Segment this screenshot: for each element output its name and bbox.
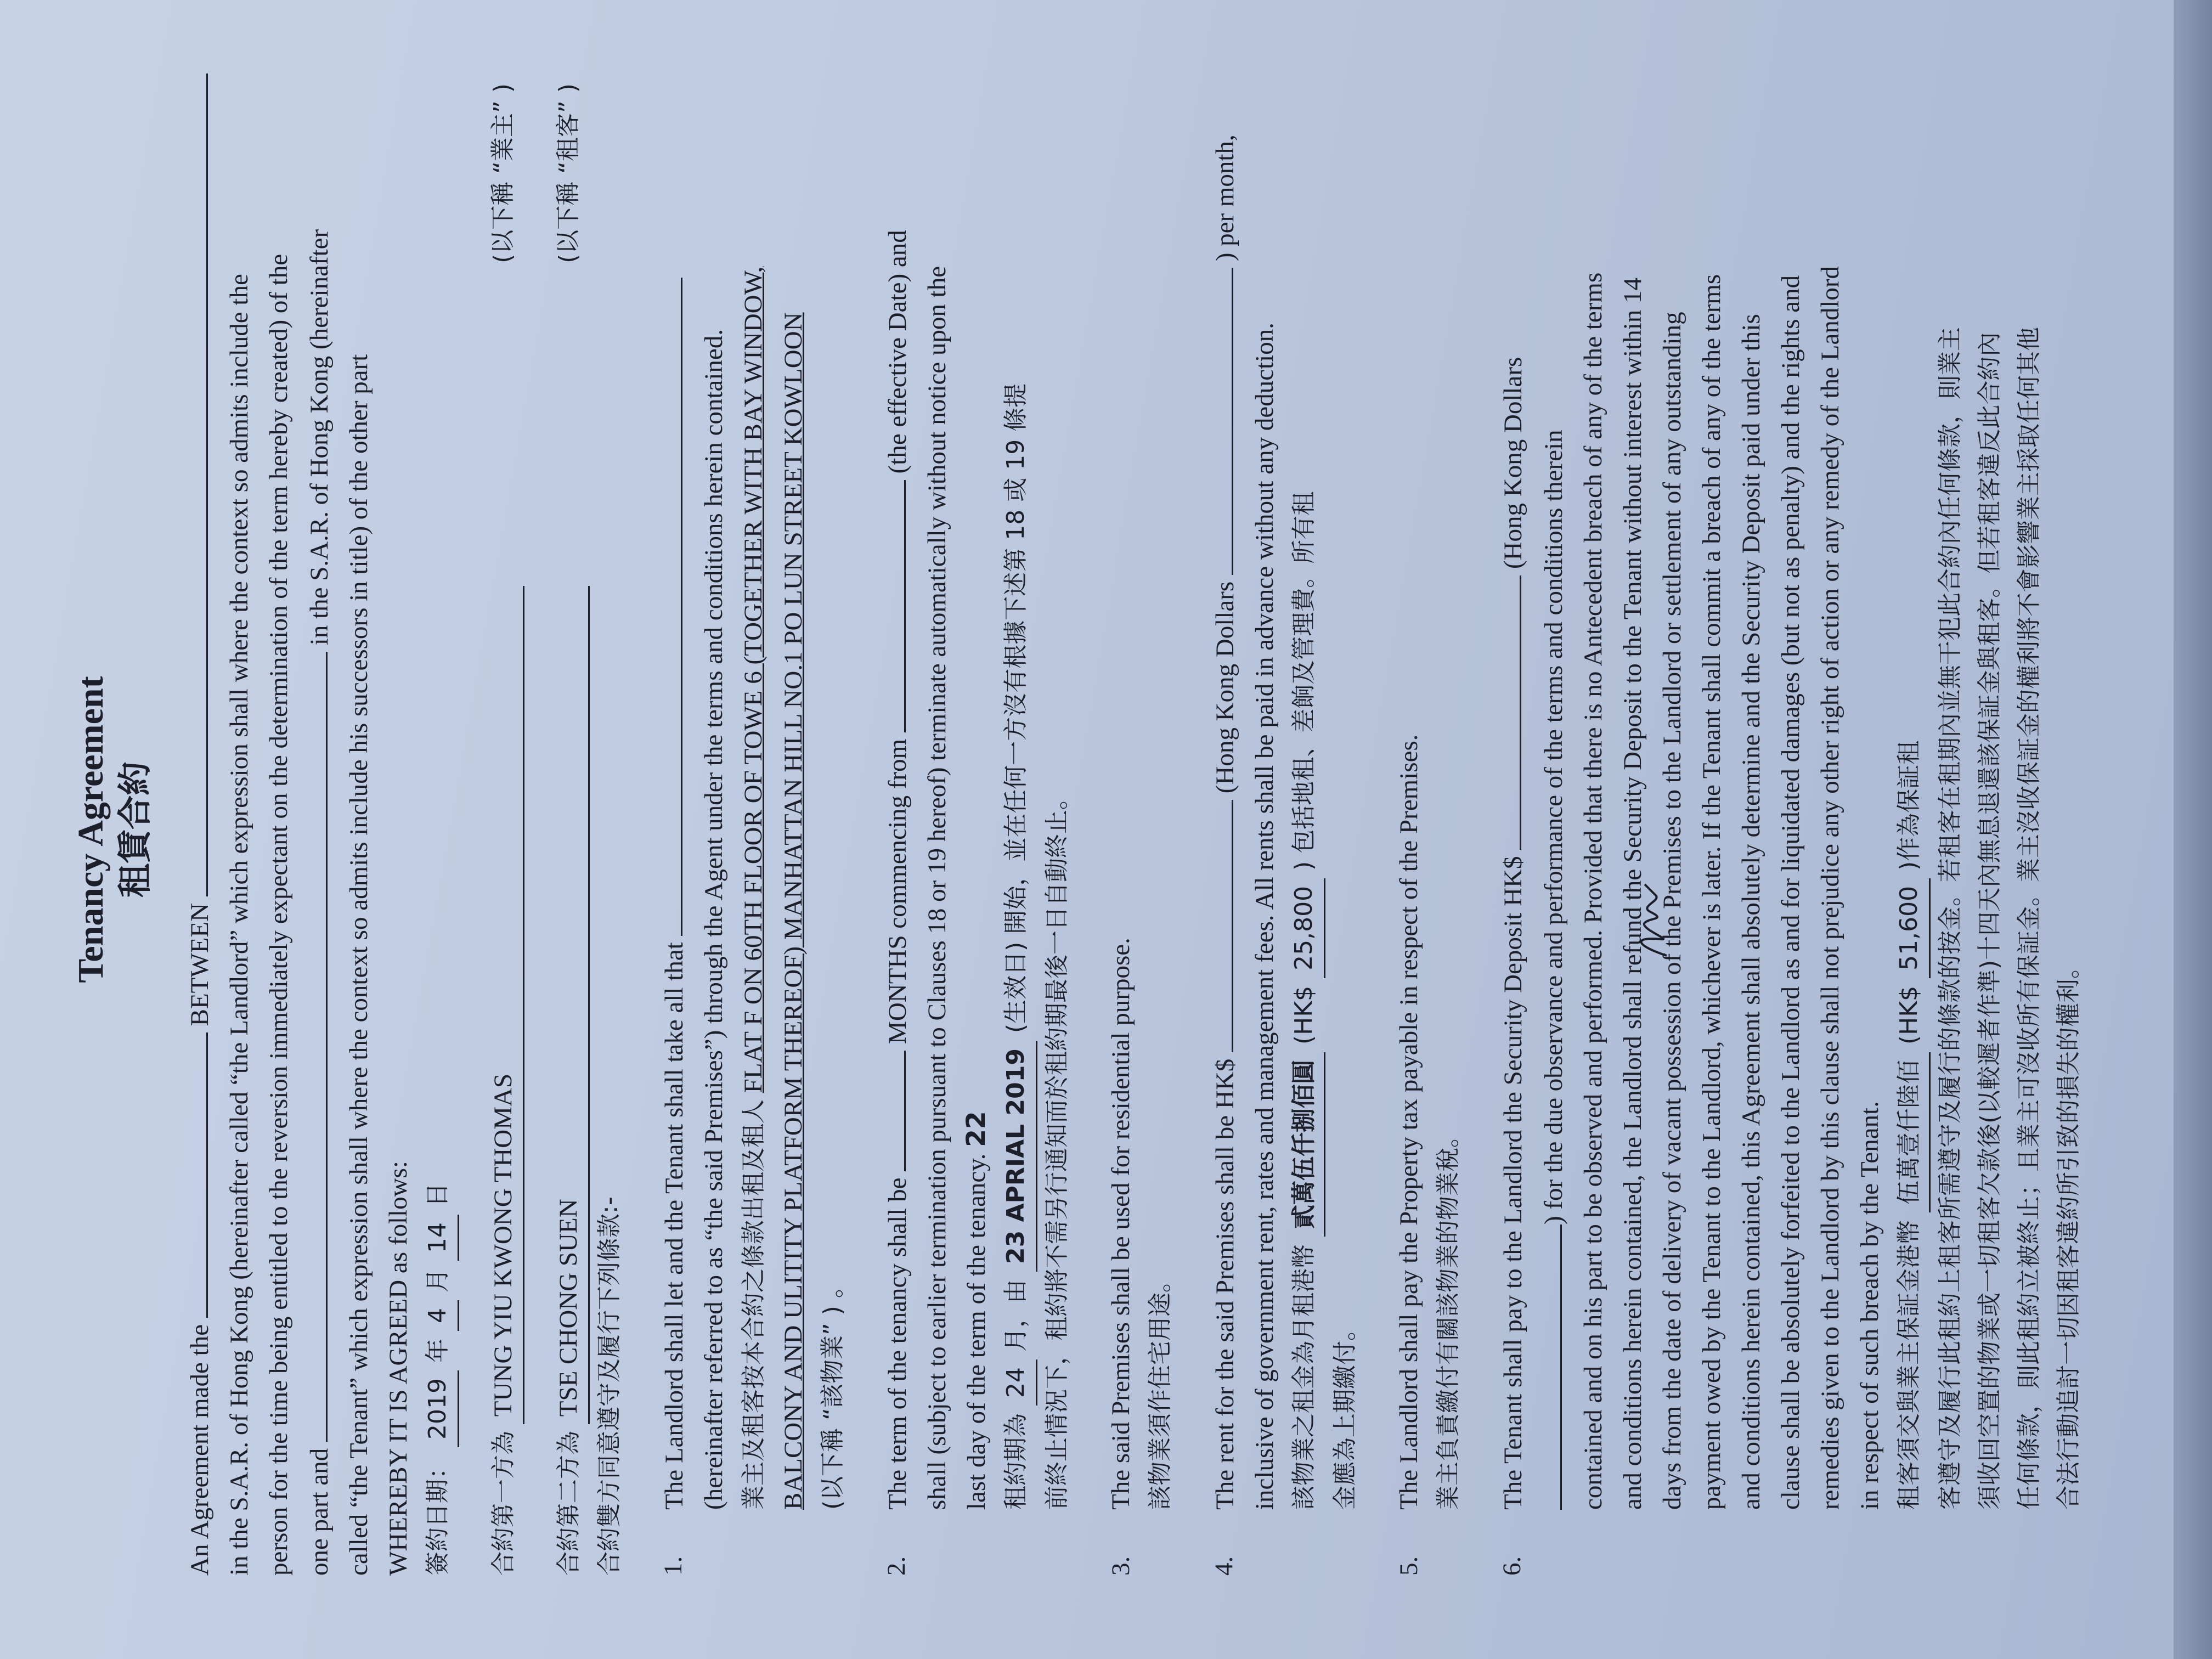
clause-number: 5. <box>1395 1556 1423 1576</box>
intro-text: called “the Tenant” which expression shall where the context so admits include his successors in title) of the other part <box>345 354 373 1576</box>
clause-5 <box>1389 83 1468 1576</box>
term-blank <box>877 1051 906 1171</box>
initials-signature <box>1628 879 1678 961</box>
second-party-label: 合約第二方為 <box>555 1431 583 1576</box>
clause-text-zh: 合法行動追討一切因租客違約所引致的損失的權利。 <box>2055 955 2083 1510</box>
landlord-blank <box>179 74 208 896</box>
tenancy-agreement-sheet <box>36 18 2176 1641</box>
clause-text: The term of the tenancy shall be <box>883 1177 912 1510</box>
intro-text: WHEREBY IT IS AGREED as follows: <box>384 1161 413 1576</box>
clause-text: inclusive of government rent, rates and management fees. All rents shall be paid in advance without any deduction. <box>1250 323 1279 1510</box>
day-unit: 日 <box>424 1183 452 1207</box>
clause-text-zh: 客遵守及履行此租約上租客所需遵守及履行的條款的按金。若租客在租期內並無干犯此合約內任何條款，則業主 <box>1936 327 1964 1510</box>
clause-text: clause shall be absolutely forfeited to the Landlord as and for liquidated damages (but not as penalty) and the rights and <box>1776 275 1805 1510</box>
intro-text: person for the time being entitled to the reversion immediately expectant on the determination of the term hereby created) of the <box>264 253 293 1576</box>
handwritten-correction: 22 <box>961 1111 991 1147</box>
deposit-amount: 51,600 <box>1889 878 1931 978</box>
clause-text-zh: 該物業須作住宅用途。 <box>1146 1268 1174 1510</box>
clause-text: shall (subject to earlier termination pursuant to Clauses 18 or 19 hereof) terminate automatically without notice upon the <box>923 266 951 1510</box>
clause-text-zh: (以下稱 “該物業” ) 。 <box>819 1274 847 1510</box>
rent-amount: 25,800 <box>1284 878 1325 978</box>
clause-1 <box>653 83 853 1576</box>
premises-address-cont: BALCONY AND ULITITY PLATFORM THEREOF) MANHATTAN HILL NO.1 PO LUN STREET KOWLOON <box>779 312 808 1510</box>
clause-text-zh: (生效日) 開始，並在任何一方沒有根據下述第 18 或 19 條提 <box>1002 383 1030 1034</box>
clause-text: The said Premises shall be used for residential purpose. <box>1107 938 1135 1510</box>
month-unit: 月 <box>424 1268 452 1293</box>
clause-text-zh: 月，由 <box>1002 1279 1030 1352</box>
clause-text-zh: 金應為上期繳付。 <box>1331 1317 1359 1510</box>
clause-4 <box>1204 83 1365 1576</box>
agree-statement: 合約雙方同意遵守及履行下列條款:- <box>595 1197 623 1576</box>
clause-text-zh: 任何條款，則此租約立被終止；且業主可沒收所有保証金。業主沒收保証金的權利將不會影響業主採取任何其他 <box>2015 327 2043 1510</box>
clause-text: last day of the term of the tenancy. <box>962 1153 991 1510</box>
clause-text: in respect of such breach by the Tenant. <box>1855 1101 1884 1510</box>
clause-text-zh: 該物業之租金為月租港幣 <box>1290 1244 1318 1510</box>
intro-text: in the S.A.R. of Hong Kong (hereinafter called “the Landlord” which expression shall where the context so admits include the <box>225 274 253 1576</box>
deposit-amount-words: 伍萬壹仟陸佰 <box>1889 1052 1931 1212</box>
clause-text: days from the date of delivery of vacant possession of the Premises to the Landlord or settlement of any outstanding <box>1658 312 1686 1510</box>
commencing-blank <box>877 480 906 732</box>
clause-number: 3. <box>1107 1556 1135 1576</box>
clause-text: (Hong Kong Dollars <box>1499 357 1527 569</box>
year-unit: 年 <box>424 1339 452 1363</box>
clause-text: (hereinafter referred to as “the said Premises”) through the Agent under the terms and conditions herein contained. <box>699 329 728 1510</box>
agreement-day-blank <box>179 1032 208 1318</box>
clause-text-zh: 業主及租客按本合約之條款出租及租人 <box>740 1099 768 1510</box>
clause-text: remedies given to the Landlord by this clause shall not prejudice any other right of action or any remedy of the Landlord <box>1816 266 1844 1510</box>
deposit-words-blank <box>1533 1224 1562 1510</box>
document-title-zh: 租賃合約 <box>115 761 155 898</box>
clause-number: 2. <box>882 1556 911 1576</box>
clause-text: contained and on his part to be observed and performed. Provided that there is no Antecedent breach of any of the terms <box>1579 272 1607 1510</box>
rent-amount-words: 貳萬伍仟捌佰圓 <box>1284 1052 1325 1237</box>
premises-blank <box>653 278 682 936</box>
clause-number: 6. <box>1498 1556 1526 1576</box>
clause-text-zh: )作為保証租 <box>1895 740 1923 871</box>
clause-text-zh: 前終止情況下，租約將不需另行通知而於租約期最後一日自動終止。 <box>1043 786 1071 1510</box>
rent-words-blank <box>1204 268 1233 575</box>
between-label: BETWEEN <box>185 902 214 1026</box>
first-party <box>483 83 524 1576</box>
landlord-note: (以下稱 “業主” ) <box>489 83 517 263</box>
clause-text-zh: 業主負責繳付有關該物業的物業稅。 <box>1434 1124 1462 1510</box>
clause-text-zh: 租客須交與業主保証金港幣 <box>1895 1220 1923 1510</box>
clause-text: (HK$ <box>1290 985 1318 1045</box>
clause-number: 1. <box>659 1556 687 1576</box>
clause-3 <box>1101 83 1180 1576</box>
clause-2 <box>877 83 1077 1576</box>
clause-text: (the effective Date) and <box>883 230 912 474</box>
clause-text: MONTHS commencing from <box>883 738 912 1044</box>
intro-text: one part and <box>305 1448 334 1576</box>
clause-text: and conditions herein contained, this Agreement shall absolutely determine and the Security Deposit paid under this <box>1737 314 1765 1510</box>
sign-date-label: 簽約日期： <box>424 1455 452 1576</box>
tenant-name: TSE CHONG SUEN <box>549 586 590 1424</box>
landlord-name: TUNG YIU KWONG THOMAS <box>483 586 524 1424</box>
table-edge <box>2174 0 2212 1659</box>
sign-date-year: 2019 <box>418 1370 459 1447</box>
clause-text: (HK$ <box>1895 985 1923 1045</box>
clause-text-zh: ) 包括地租、差餉及管理費。所有租 <box>1290 491 1318 871</box>
sign-date-day: 14 <box>418 1215 459 1261</box>
clause-text: payment owed by the Tenant to the Landlord, whichever is later. If the Tenant shall commit a breach of any of the terms <box>1697 274 1726 1510</box>
clause-number: 4. <box>1210 1556 1238 1576</box>
second-party <box>549 83 590 1576</box>
clause-text-zh: 租約期為 <box>1002 1413 1030 1510</box>
premises-address: FLAT F ON 60TH FLOOR OF TOWE 6 (TOGETHER WITH BAY WINDOW, <box>739 266 768 1093</box>
document-title: Tenancy Agreement <box>71 676 111 983</box>
start-date: 23 APRIAL 2019 <box>996 1041 1037 1272</box>
first-party-label: 合約第一方為 <box>489 1431 517 1576</box>
clause-text-zh: 須收回空置的物業或一切租客欠款後(以較遲者作準)十四天內無息退還該保証金與租客。但若租客違反此合約內 <box>1976 332 2004 1510</box>
clause-text: The Tenant shall pay to the Landlord the Security Deposit HK$ <box>1499 856 1527 1510</box>
intro-section <box>179 83 459 1576</box>
tenant-blank <box>298 652 328 1442</box>
clause-text: The Landlord shall pay the Property tax payable in respect of the Premises. <box>1395 734 1423 1510</box>
sign-date-month: 4 <box>418 1300 459 1331</box>
intro-text: An Agreement made the <box>185 1324 214 1576</box>
clause-text: The Landlord shall let and the Tenant shall take all that <box>660 942 689 1510</box>
deposit-blank <box>1492 575 1521 850</box>
tenant-note: (以下稱 “租客” ) <box>554 83 582 263</box>
rent-blank <box>1204 800 1233 1052</box>
clause-text: The rent for the said Premises shall be HK$ <box>1211 1058 1239 1510</box>
clause-text: ) for the due observance and performance of the terms and conditions therein <box>1539 430 1568 1224</box>
term-months: 24 <box>996 1359 1037 1406</box>
intro-text: in the S.A.R. of Hong Kong (hereinafter <box>305 229 334 646</box>
clause-6 <box>1492 83 2089 1576</box>
clause-text: and conditions herein contained, the Landlord shall refund the Security Deposit to the Tenant without interest within 14 <box>1618 277 1647 1510</box>
clause-text: ) per month, <box>1211 134 1239 262</box>
clause-text: (Hong Kong Dollars <box>1211 581 1239 794</box>
